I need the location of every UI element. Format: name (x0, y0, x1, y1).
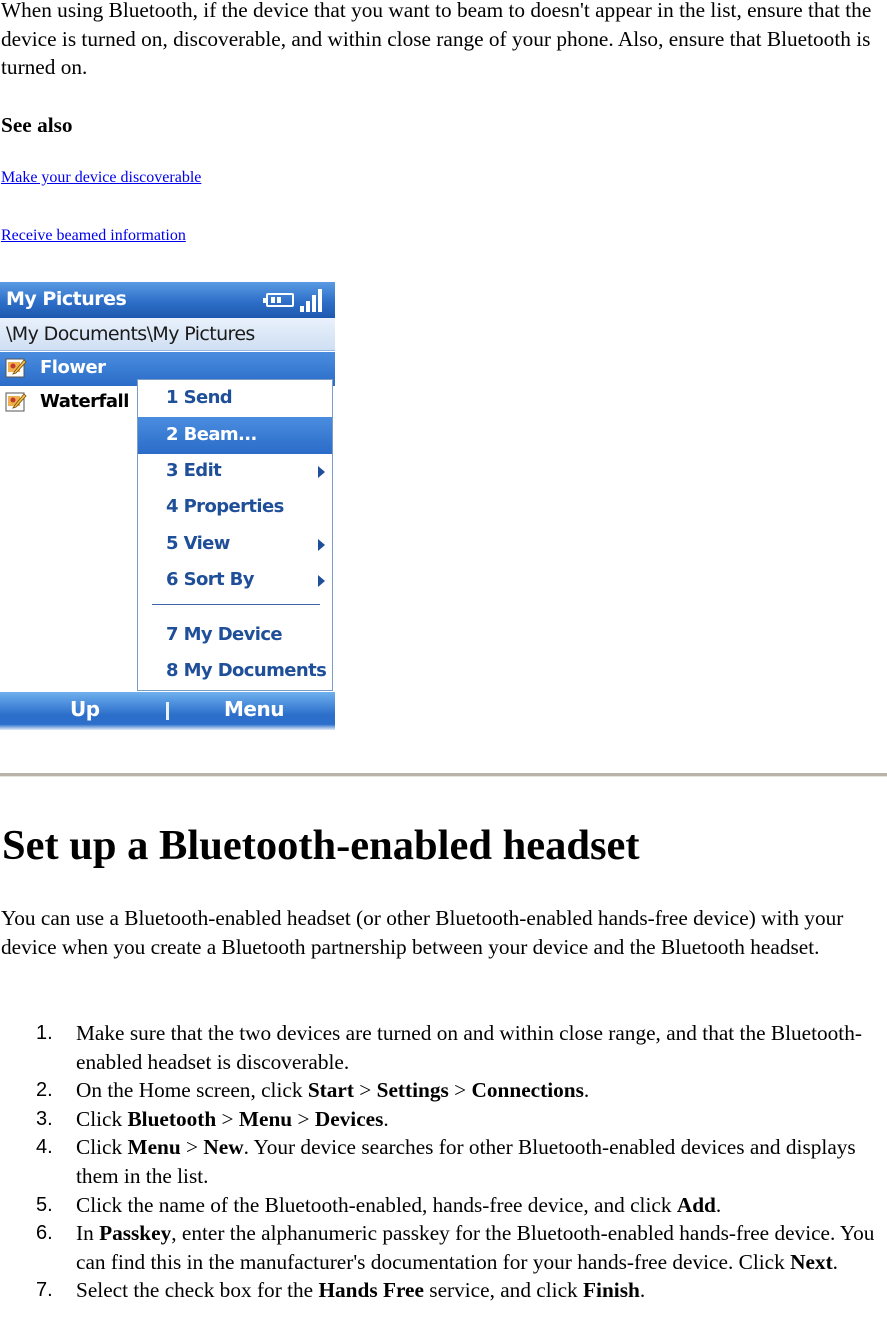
step-text: Make sure that the two devices are turned on and within close range, and that the Bluetooth-enabled headset is discoverable. (76, 1021, 862, 1074)
step-item (0, 1219, 886, 1276)
submenu-arrow-icon (318, 466, 325, 478)
menu-item-beam[interactable] (138, 417, 332, 454)
picture-file-icon (4, 391, 28, 415)
ui-term: Finish (583, 1278, 640, 1303)
ui-term: New (203, 1135, 244, 1160)
step-text: > (216, 1106, 239, 1131)
section-description: You can use a Bluetooth-enabled headset (or other Bluetooth-enabled hands-free device) with your device when you create a Bluetooth partnership between your device and the Bluetooth headset. (1, 906, 844, 959)
see-also-heading: See also (1, 113, 73, 137)
section-divider (0, 773, 887, 777)
step-text: . (639, 1278, 646, 1303)
submenu-arrow-icon (318, 575, 325, 587)
ui-term: Hands Free (318, 1278, 424, 1303)
step-number: 7. (36, 1279, 53, 1302)
menu-item-view[interactable] (138, 526, 332, 563)
phone-title: My Pictures (6, 288, 127, 310)
ui-term: Bluetooth (127, 1106, 217, 1131)
softkey-divider (166, 702, 169, 720)
link-receive-beamed[interactable]: Receive beamed information (1, 227, 186, 244)
phone-title-bar (0, 282, 335, 318)
menu-item-label: 4 Properties (166, 496, 284, 517)
step-item (0, 1133, 886, 1190)
ui-term: Menu (238, 1106, 293, 1131)
step-text: Click (76, 1106, 128, 1131)
step-item (0, 1076, 886, 1105)
step-text: > (180, 1135, 204, 1160)
step-text: On the Home screen, click (76, 1078, 308, 1103)
ui-term: Settings (376, 1078, 449, 1103)
step-number: 4. (36, 1136, 53, 1159)
step-text: , enter the alphanumeric passkey for the Bluetooth-enabled hands-free device. You can find this in the manufacturer's documentation for your hands-free device. Click (76, 1221, 875, 1274)
step-text: service, and click (423, 1278, 584, 1303)
step-text: > (292, 1106, 315, 1131)
step-number: 6. (36, 1222, 53, 1245)
softkey-menu[interactable]: Menu (224, 697, 284, 721)
menu-item-label: 2 Beam... (166, 424, 257, 445)
submenu-arrow-icon (318, 539, 325, 551)
step-text: > (353, 1078, 377, 1103)
step-number: 3. (36, 1107, 53, 1130)
context-menu (137, 379, 333, 691)
menu-item-label: 1 Send (166, 387, 233, 408)
phone-screenshot (0, 282, 335, 730)
softkey-up[interactable]: Up (70, 697, 100, 721)
step-text: > (448, 1078, 472, 1103)
step-text: Click the name of the Bluetooth-enabled, hands-free device, and click (76, 1192, 677, 1217)
folder-path: \My Documents\My Pictures (6, 323, 255, 345)
intro-paragraph: When using Bluetooth, if the device that you want to beam to doesn't appear in the list, ensure that the device is turned on, discoverable, and within close range of your phone. Also, ensure that Bluetooth is turned on. (1, 0, 872, 80)
ui-term: Passkey (99, 1221, 172, 1246)
step-text: Select the check box for the (76, 1278, 319, 1303)
menu-item-label: 6 Sort By (166, 569, 254, 590)
ui-term: Menu (127, 1135, 181, 1160)
step-number: 1. (36, 1022, 53, 1044)
step-text: . (715, 1192, 722, 1217)
ui-term: Add (676, 1192, 716, 1217)
menu-separator (152, 604, 320, 605)
ui-term: Start (307, 1078, 354, 1103)
link-make-discoverable[interactable]: Make your device discoverable (1, 169, 202, 186)
step-text: . (583, 1078, 590, 1103)
menu-item-label: 8 My Documents (166, 660, 327, 681)
folder-path-bar (0, 318, 335, 351)
step-number: 5. (36, 1193, 53, 1216)
ui-term: Connections (471, 1078, 584, 1103)
step-text: . Your device searches for other Bluetooth-enabled devices and displays them in the list. (76, 1135, 856, 1188)
step-text: . (383, 1106, 389, 1131)
step-item (0, 1019, 886, 1076)
menu-item-label: 3 Edit (166, 460, 222, 481)
step-item (0, 1105, 886, 1134)
menu-item-my-device[interactable] (138, 617, 332, 654)
step-item (0, 1191, 886, 1220)
menu-item-send[interactable] (138, 380, 332, 417)
signal-icon (298, 288, 326, 312)
step-text: Click (76, 1135, 128, 1160)
section-heading: Set up a Bluetooth-enabled headset (2, 822, 640, 869)
step-item (0, 1276, 886, 1305)
ui-term: Next (790, 1249, 833, 1274)
picture-file-icon (4, 357, 28, 381)
menu-item-edit[interactable] (138, 453, 332, 490)
softkey-bar (0, 692, 335, 730)
ui-term: Devices (314, 1106, 384, 1131)
menu-item-label: 5 View (166, 533, 230, 554)
menu-item-sort-by[interactable] (138, 562, 332, 599)
steps-list (0, 1019, 887, 1305)
step-text: . (832, 1249, 838, 1274)
step-number: 2. (36, 1079, 53, 1102)
step-text: In (76, 1221, 100, 1246)
file-label: Flower (40, 357, 106, 378)
menu-item-properties[interactable] (138, 489, 332, 526)
menu-item-my-documents[interactable] (138, 653, 332, 690)
file-label: Waterfall (40, 391, 129, 412)
menu-item-label: 7 My Device (166, 624, 283, 645)
battery-icon (266, 293, 294, 307)
